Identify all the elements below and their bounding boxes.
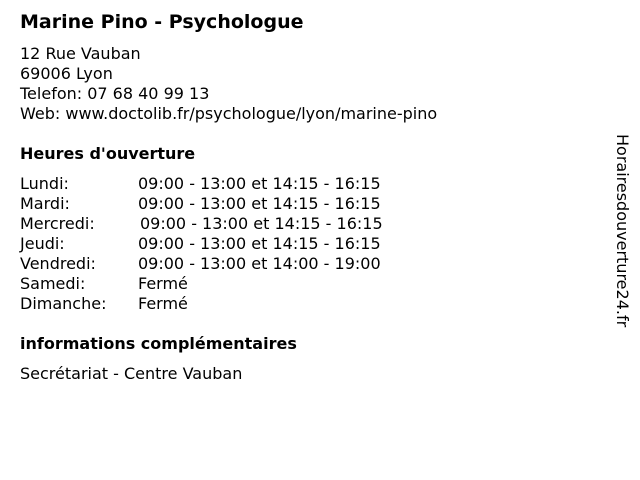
hours-value: 09:00 - 13:00 et 14:15 - 16:15 <box>138 194 381 213</box>
additional-info-text: Secrétariat - Centre Vauban <box>20 364 243 383</box>
day-label: Vendredi: <box>20 254 96 273</box>
address-block <box>20 44 437 124</box>
city-postal-code: 69006 Lyon <box>20 64 113 83</box>
website-url: Web: www.doctolib.fr/psychologue/lyon/marine-pino <box>20 104 438 123</box>
day-label: Mardi: <box>20 194 70 213</box>
day-label: Jeudi: <box>20 234 65 253</box>
hours-value: 09:00 - 13:00 et 14:15 - 16:15 <box>138 234 381 253</box>
day-label: Mercredi: <box>20 214 95 233</box>
hours-value: Fermé <box>138 294 188 313</box>
phone-number: Telefon: 07 68 40 99 13 <box>20 84 210 103</box>
opening-hours-heading: Heures d'ouverture <box>20 144 196 163</box>
street-address: 12 Rue Vauban <box>20 44 141 63</box>
day-label: Dimanche: <box>20 294 107 313</box>
hours-value: 09:00 - 13:00 et 14:15 - 16:15 <box>140 214 383 233</box>
day-label: Lundi: <box>20 174 69 193</box>
additional-info-heading: informations complémentaires <box>20 334 297 353</box>
hours-value: 09:00 - 13:00 et 14:15 - 16:15 <box>138 174 381 193</box>
day-label: Samedi: <box>20 274 86 293</box>
hours-value: 09:00 - 13:00 et 14:00 - 19:00 <box>138 254 381 273</box>
site-watermark <box>612 134 634 374</box>
hours-value: Fermé <box>138 274 188 293</box>
page-title: Marine Pino - Psychologue <box>20 11 304 33</box>
watermark-text: Horairesdouverture24.fr <box>613 134 632 328</box>
